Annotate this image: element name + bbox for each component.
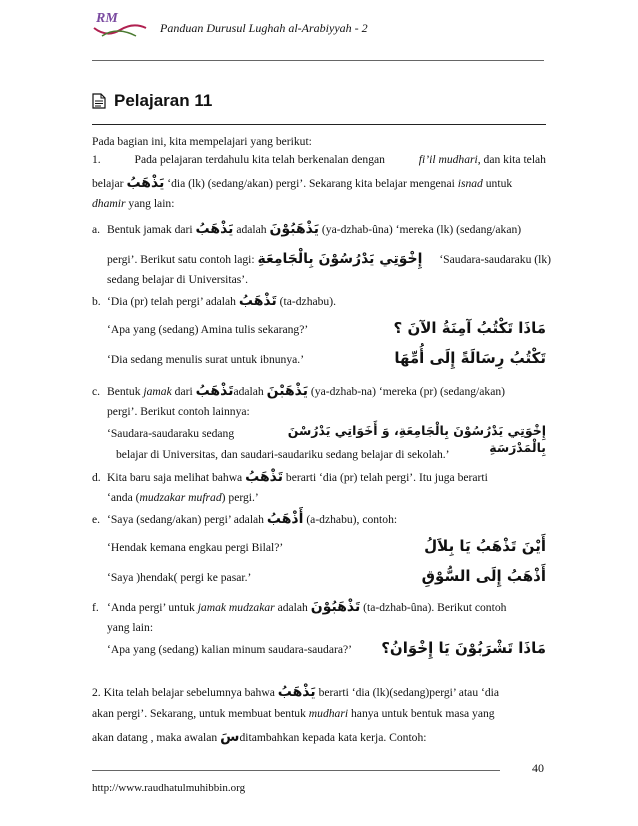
e-line-1: ‘Saya (sedang/akan) pergi’ adalah أَذْهَبُ (a-dzhabu), contoh: bbox=[107, 511, 398, 527]
b-example-2-ar: تَكْتُبُ رِسَالَةً إِلَى أُمِّهَا bbox=[394, 349, 546, 367]
p2-line-2: akan pergi’. Sekarang, untuk membuat bentuk mudhari hanya untuk bentuk masa yang bbox=[92, 707, 495, 720]
e-example-1-ar: أَيْنَ تَذْهَبُ يَا بِلاَلُ bbox=[424, 537, 546, 555]
f-line-1: ‘Anda pergi’ untuk jamak mudzakar adalah تَذْهَبُوْنَ (ta-dzhab-ûna). Berikut contoh bbox=[107, 599, 507, 615]
a-line-2: pergi’. Berikut satu contoh lagi: إِخْوَتِي يَدْرُسُوْنَ بِالْجَامِعَةِ ‘Saudara-saudaraku (lk) bbox=[107, 251, 552, 267]
lesson-title: Pelajaran 11 bbox=[114, 91, 213, 110]
c-example-ar: إِخْوَتِي يَدْرُسُوْنَ بِالْجَامِعَةِ، وَ أَخَوَاتِي يَدْرُسْنَ بِالْمَدْرَسَةِ bbox=[287, 423, 546, 455]
e-example-1-id: ‘Hendak kemana engkau pergi Bilal?’ bbox=[107, 541, 284, 554]
header-title: Panduan Durusul Lughah al-Arabiyyah - 2 bbox=[160, 21, 368, 35]
marker-f: f. bbox=[92, 601, 99, 614]
website-link[interactable]: http://www.raudhatulmuhibbin.org bbox=[92, 782, 246, 794]
arabic-yadzhabu: يَذْهَبُ bbox=[126, 175, 165, 191]
marker-c: c. bbox=[92, 385, 101, 398]
p1-line-2: belajar يَذْهَبُ ‘dia (lk) (sedang/akan) pergi’. Sekarang kita belajar mengenai isnad untuk bbox=[92, 175, 513, 191]
p2-line-1: 2. Kita telah belajar sebelumnya bahwa يَذْهَبُ berarti ‘dia (lk)(sedang)pergi’ atau ‘dia bbox=[92, 684, 500, 700]
marker-a: a. bbox=[92, 223, 101, 236]
p1-line-3: dhamir yang lain: bbox=[92, 197, 175, 210]
intro-text: Pada bagian ini, kita mempelajari yang berikut: bbox=[92, 135, 312, 148]
logo bbox=[92, 8, 150, 42]
c-line-3: ‘Saudara-saudaraku sedang bbox=[107, 427, 235, 440]
footer-rule bbox=[92, 770, 500, 771]
c-line-2: pergi’. Berikut contoh lainnya: bbox=[107, 405, 250, 418]
p1-line-1: 1. Pada pelajaran terdahulu kita telah berkenalan dengan fi’il mudhari, dan kita telah bbox=[92, 153, 546, 166]
marker-e: e. bbox=[92, 513, 101, 526]
a-line-3: sedang belajar di Universitas’. bbox=[107, 273, 249, 286]
marker-b: b. bbox=[92, 295, 101, 308]
p2-line-3: akan datang , maka awalan سَditambahkan kepada kata kerja. Contoh: bbox=[92, 729, 427, 745]
b-example-1-ar: مَاذَا تَكْتُبُ آمِنَةُ الآنَ ؟ bbox=[393, 319, 546, 337]
b-line-1: ‘Dia (pr) telah pergi’ adalah تَذْهَبُ (ta-dzhabu). bbox=[107, 293, 336, 309]
a-line-1: Bentuk jamak dari يَذْهَبُ adalah يَذْهَبُوْنَ (ya-dzhab-ûna) ‘mereka (lk) (sedang/akan) bbox=[107, 221, 522, 237]
e-example-2-ar: أَذْهَبُ إِلَى السُّوْقِ bbox=[421, 567, 546, 585]
c-line-4: belajar di Universitas, dan saudari-saudariku sedang belajar di sekolah.’ bbox=[116, 448, 450, 461]
b-example-1-id: ‘Apa yang (sedang) Amina tulis sekarang?’ bbox=[107, 323, 309, 336]
marker-d: d. bbox=[92, 471, 101, 484]
lesson-rule bbox=[92, 124, 546, 125]
e-example-2-id: ‘Saya )hendak( pergi ke pasar.’ bbox=[107, 571, 252, 584]
header-rule bbox=[92, 60, 544, 61]
d-line-2: ‘anda (mudzakar mufrad) pergi.’ bbox=[107, 491, 259, 504]
f-example-id: ‘Apa yang (sedang) kalian minum saudara-saudara?’ bbox=[107, 643, 352, 656]
d-line-1: Kita baru saja melihat bahwa تَذْهَبُ berarti ‘dia (pr) telah pergi’. Itu juga berarti bbox=[107, 469, 488, 485]
c-line-1: Bentuk jamak dari تَذْهَبُadalah يَذْهَبْنَ (ya-dzhab-na) ‘mereka (pr) (sedang/akan) bbox=[107, 383, 506, 399]
svg-text:RM: RM bbox=[96, 11, 118, 26]
lesson-heading bbox=[92, 90, 212, 113]
document-icon bbox=[92, 93, 106, 109]
page-number: 40 bbox=[532, 761, 544, 775]
b-example-2-id: ‘Dia sedang menulis surat untuk ibnunya.’ bbox=[107, 353, 305, 366]
f-line-2: yang lain: bbox=[107, 621, 154, 634]
f-example-ar: مَاذَا تَشْرَبُوْنَ يَا إِخْوَانُ؟ bbox=[381, 639, 546, 657]
